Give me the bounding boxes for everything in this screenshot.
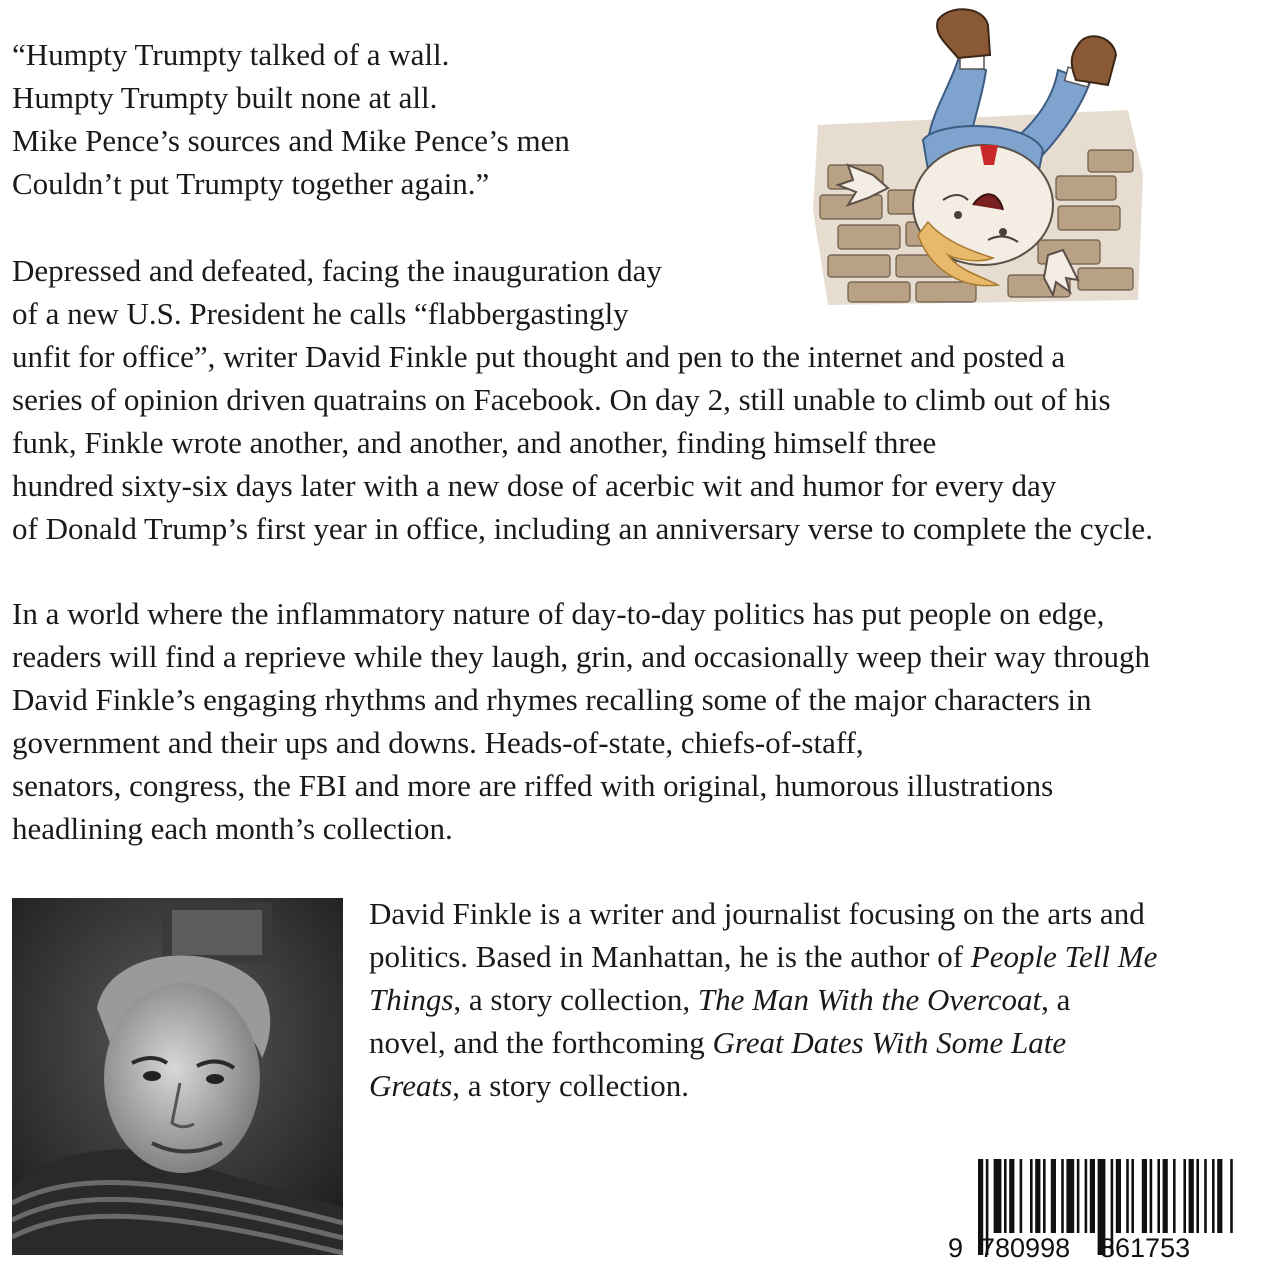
paragraph-line: of Donald Trump’s first year in office, including an anniversary verse to complete the cycle. [12,511,1153,546]
paragraph-line: unfit for office”, writer David Finkle put thought and pen to the internet and posted a [12,339,1066,374]
barcode-number [944,1233,1240,1263]
paragraph-line: Depressed and defeated, facing the inauguration day [12,253,662,288]
barcode-bar [1196,1159,1199,1233]
paragraph-line: government and their ups and downs. Heads-of-state, chiefs-of-staff, [12,725,864,760]
barcode-bar [1030,1159,1033,1233]
bio-text: novel, and the forthcoming [369,1025,713,1060]
barcode-bar [1173,1159,1176,1233]
paragraph-line: series of opinion driven quatrains on Facebook. On day 2, still unable to climb out of his [12,382,1111,417]
barcode-bar [1217,1159,1222,1233]
barcode-bar [1066,1159,1074,1233]
bio-line [369,892,1157,935]
paragraph-line: David Finkle’s engaging rhythms and rhymes recalling some of the major characters in [12,682,1092,717]
barcode-bar [1051,1159,1056,1233]
barcode-bar [1043,1159,1046,1233]
barcode-bar [1150,1159,1153,1233]
bio-text: , a story collection. [452,1068,689,1103]
paragraph-line: hundred sixty-six days later with a new dose of acerbic wit and humor for every day [12,468,1057,503]
paragraph-line: funk, Finkle wrote another, and another, and another, finding himself three [12,425,937,460]
poem-line: “Humpty Trumpty talked of a wall. [12,37,450,72]
barcode-bar [1163,1159,1168,1233]
barcode-bar [1126,1159,1129,1233]
barcode-digit-group: 861753 [1100,1233,1191,1263]
barcode-bar [1061,1159,1064,1233]
bio-text: David Finkle is a writer and journalist focusing on the arts and [369,896,1145,931]
barcode-bar [1230,1159,1233,1233]
barcode-digit-group: 780998 [980,1233,1071,1263]
bio-line [369,935,1157,978]
paragraph-line: In a world where the inflammatory nature of day-to-day politics has put people on edge, [12,596,1105,631]
book-title: The Man With the Overcoat [697,982,1042,1017]
barcode-bar [1090,1159,1095,1233]
author-bio [369,892,1157,1107]
bio-line [369,1021,1157,1064]
barcode-bar [1183,1159,1186,1233]
barcode-bar [1035,1159,1040,1233]
bio-text: , a story collection, [453,982,698,1017]
poem [12,33,570,205]
poem-line: Humpty Trumpty built none at all. [12,80,438,115]
barcode-bar [1212,1159,1215,1233]
barcode-bar [1142,1159,1147,1233]
bio-text: , a [1041,982,1071,1017]
barcode-bar [1204,1159,1207,1233]
bio-text: politics. Based in Manhattan, he is the author of [369,939,971,974]
poem-line: Mike Pence’s sources and Mike Pence’s men [12,123,570,158]
paragraph-line: of a new U.S. President he calls “flabbergastingly [12,296,629,331]
description-paragraph-2 [12,592,1150,850]
bio-line [369,1064,1157,1107]
book-title: Greats [369,1068,453,1103]
barcode-bar [1009,1159,1014,1233]
paragraph-line: headlining each month’s collection. [12,811,453,846]
barcode-bar [1020,1159,1023,1233]
barcode-bar [1116,1159,1121,1233]
description-paragraph-1 [12,249,1153,550]
author-photo [12,898,343,1255]
barcode-bar [1077,1159,1080,1233]
isbn-barcode [944,1155,1240,1265]
barcode-bar [1189,1159,1194,1233]
barcode-bar [1131,1159,1134,1233]
barcode-bar [1004,1159,1007,1233]
book-title: Great Dates With Some Late [712,1025,1067,1060]
bio-line [369,978,1157,1021]
barcode-bar [994,1159,1002,1233]
paragraph-line: senators, congress, the FBI and more are riffed with original, humorous illustrations [12,768,1054,803]
barcode-digit-prefix: 9 [948,1233,964,1263]
barcode-bar [1157,1159,1160,1233]
barcode-bar [1085,1159,1088,1233]
book-title: People Tell Me [970,939,1158,974]
book-title: Things [369,982,454,1017]
poem-line: Couldn’t put Trumpty together again.” [12,166,490,201]
paragraph-line: readers will find a reprieve while they laugh, grin, and occasionally weep their way through [12,639,1150,674]
